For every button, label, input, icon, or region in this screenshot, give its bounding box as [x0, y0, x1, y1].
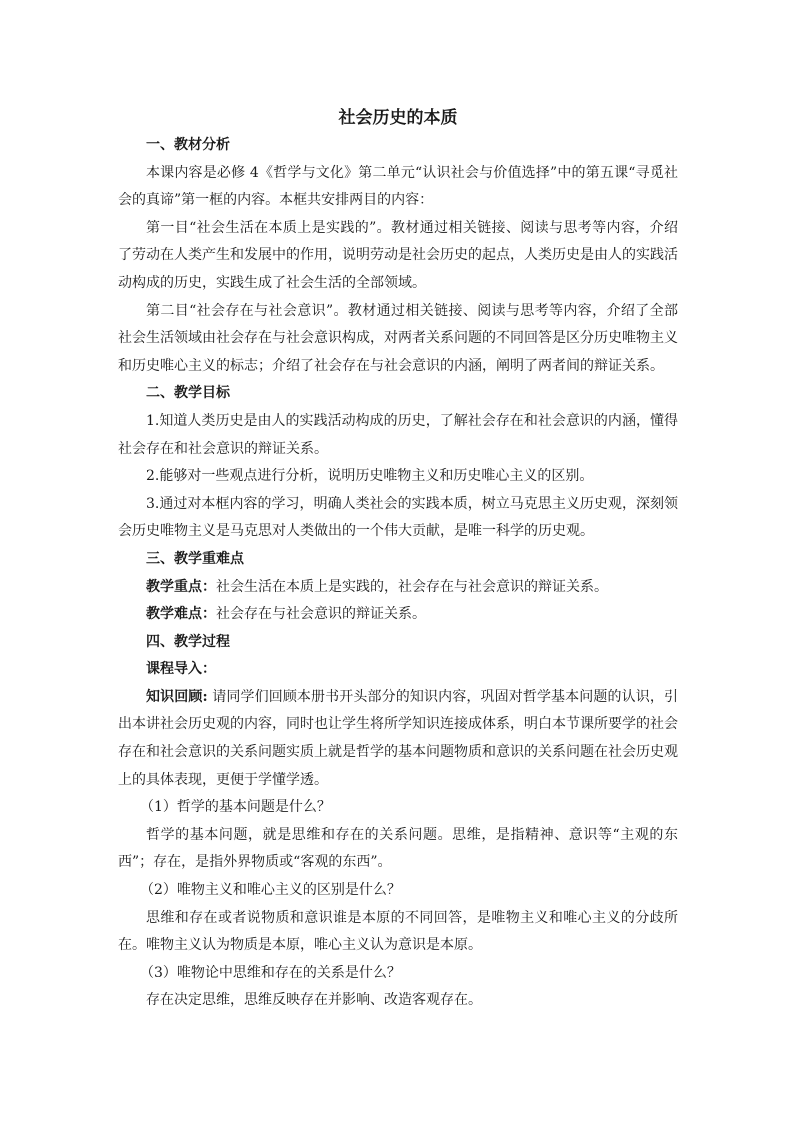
section-heading-process: 四、教学过程 — [146, 633, 230, 650]
section-heading-goals: 二、教学目标 — [146, 385, 230, 402]
difficult-point-text: 社会存在与社会意识的辩证关系。 — [216, 606, 426, 623]
section-heading-key-points: 三、教学重难点 — [146, 550, 244, 567]
paragraph-first-topic: 第一目“社会生活在本质上是实践的”。教材通过相关链接、阅读与思考等内容，介绍了劳动在人类产生和发展中的作用，说明劳动是社会历史的起点，人类历史是由人的实践活动构成的历史，实践生成了社会生活的全部领域。 — [118, 219, 678, 291]
question-2: （2）唯物主义和唯心主义的区别是什么？ — [140, 882, 401, 899]
question-1: （1）哲学的基本问题是什么？ — [140, 799, 331, 816]
goal-item-2: 2.能够对一些观点进行分析，说明历史唯物主义和历史唯心主义的区别。 — [146, 468, 594, 485]
key-point-label: 教学重点： — [146, 578, 216, 595]
document-page — [118, 104, 678, 1015]
difficult-point-label: 教学难点： — [146, 606, 216, 623]
knowledge-review-label: 知识回顾: — [146, 688, 208, 705]
goal-item-3: 3.通过对本框内容的学习，明确人类社会的实践本质，树立马克思主义历史观，深刻领会历史唯物主义是马克思对人类做出的一个伟大贡献，是唯一科学的历史观。 — [118, 495, 678, 540]
paragraph-intro: 本课内容是必修 4《哲学与文化》第二单元“认识社会与价值选择”中的第五课“寻觅社会的真谛”第一框的内容。本框共安排两目的内容： — [118, 164, 678, 209]
knowledge-review-text: 请同学们回顾本册书开头部分的知识内容，巩固对哲学基本问题的认识，引出本讲社会历史观的内容，同时也让学生将所学知识连接成体系，明白本节课所要学的社会存在和社会意识的关系问题实质上就是哲学的基本问题物质和意识的关系问题在社会历史观上的具体表现，更便于学懂学透。 — [118, 688, 679, 788]
knowledge-review-paragraph — [118, 684, 678, 794]
answer-2: 思维和存在或者说物质和意识谁是本原的不同回答，是唯物主义和唯心主义的分歧所在。唯物主义认为物质是本原，唯心主义认为意识是本原。 — [118, 909, 678, 954]
answer-3: 存在决定思维，思维反映存在并影响、改造客观存在。 — [146, 992, 482, 1009]
document-title: 社会历史的本质 — [338, 108, 458, 128]
paragraph-second-topic: 第二目“社会存在与社会意识”。教材通过相关链接、阅读与思考等内容，介绍了全部社会生活领域由社会存在与社会意识构成，对两者关系问题的不同回答是区分历史唯物主义和历史唯心主义的标志；介绍了社会存在与社会意识的内涵，阐明了两者间的辩证关系。 — [118, 302, 678, 374]
key-point-text: 社会生活在本质上是实践的，社会存在与社会意识的辩证关系。 — [216, 578, 608, 595]
section-heading-analysis: 一、教材分析 — [146, 137, 230, 153]
answer-1: 哲学的基本问题，就是思维和存在的关系问题。思维，是指精神、意识等“主观的东西”；存在，是指外界物质或“客观的东西”。 — [118, 826, 678, 871]
goal-item-1: 1.知道人类历史是由人的实践活动构成的历史，了解社会存在和社会意识的内涵，懂得社会存在和社会意识的辩证关系。 — [118, 412, 678, 457]
question-3: （3）唯物论中思维和存在的关系是什么？ — [140, 964, 401, 981]
key-point-paragraph — [118, 574, 678, 602]
difficult-point-paragraph — [118, 601, 678, 629]
course-intro-label: 课程导入： — [146, 661, 216, 678]
